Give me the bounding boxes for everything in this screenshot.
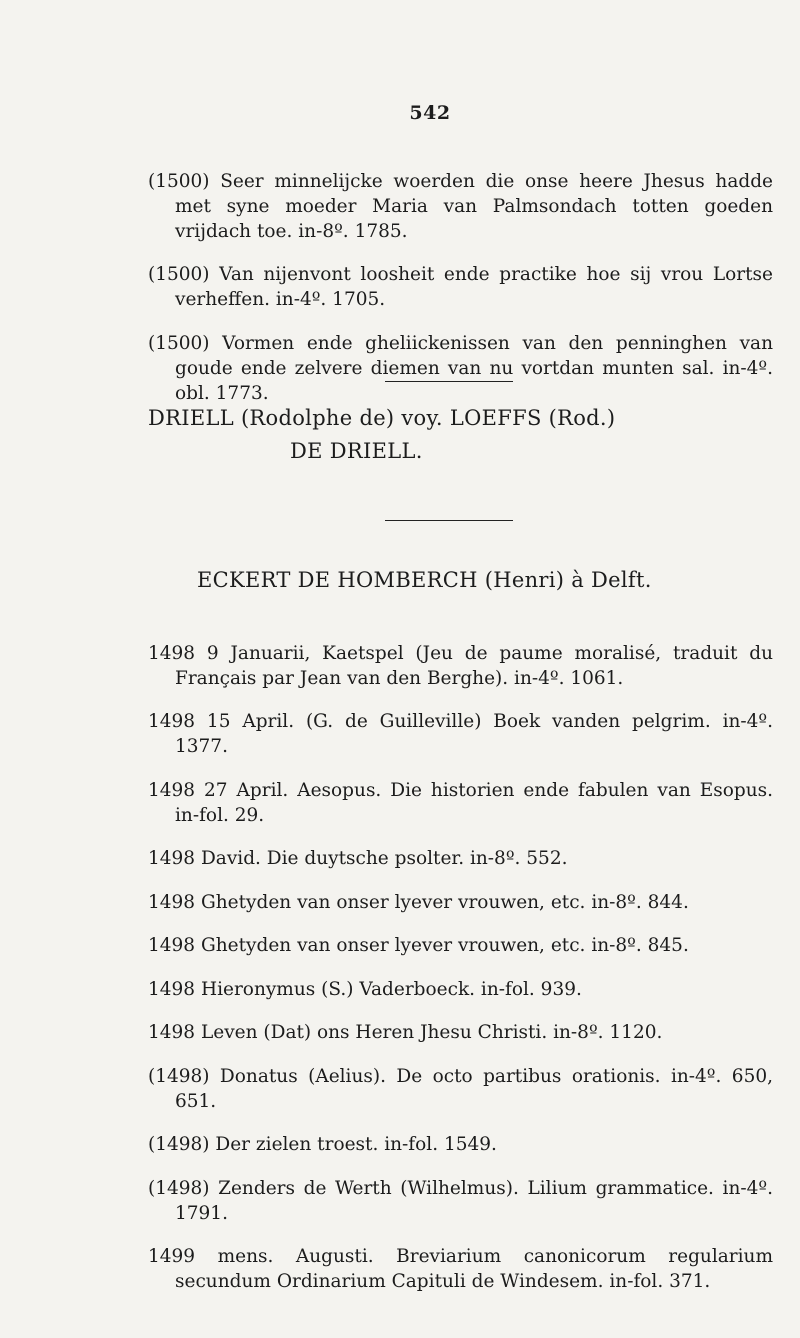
catalog-entry: 1498 27 April. Aesopus. Die historien ende fabulen van Esopus. in-fol. 29.: [148, 779, 773, 826]
catalog-entry: (1498) Zenders de Werth (Wilhelmus). Lilium grammatice. in-4º. 1791.: [148, 1177, 773, 1224]
printer-heading-driell-continued: DE DRIELL.: [290, 439, 423, 463]
catalog-entry: 1498 Ghetyden van onser lyever vrouwen, etc. in-8º. 844.: [148, 891, 689, 913]
printer-heading-eckert: ECKERT DE HOMBERCH (Henri) à Delft.: [197, 568, 652, 592]
catalog-entry: 1499 mens. Augusti. Breviarium canonicorum regularium secundum Ordinarium Capituli de Windesem. in-fol. 371.: [148, 1246, 773, 1292]
catalog-entry: 1498 Leven (Dat) ons Heren Jhesu Christi. in-8º. 1120.: [148, 1022, 663, 1043]
section-divider: [385, 381, 513, 382]
entries-1500: [148, 150, 773, 418]
catalog-entry: 1498 Ghetyden van onser lyever vrouwen, etc. in-8º. 845.: [148, 935, 689, 956]
printer-heading-driell: DRIELL (Rodolphe de) voy. LOEFFS (Rod.): [148, 406, 616, 430]
catalog-entry: 1498 15 April. (G. de Guilleville) Boek vanden pelgrim. in-4º. 1377.: [148, 711, 773, 757]
entries-eckert: [148, 622, 773, 1308]
section-divider: [385, 520, 513, 521]
catalog-entry: (1500) Seer minnelijcke woerden die onse heere Jhesus hadde met syne moeder Maria van Palmsondach totten goeden vrijdach toe. in-8º. 1785.: [148, 170, 773, 242]
page-number: 542: [409, 102, 451, 124]
catalog-entry: 1498 David. Die duytsche psolter. in-8º. 552.: [148, 848, 568, 869]
catalog-entry: (1500) Van nijenvont loosheit ende practike hoe sij vrou Lortse verheffen. in-4º. 1705.: [148, 264, 773, 310]
catalog-entry: (1498) Donatus (Aelius). De octo partibus orationis. in-4º. 650, 651.: [148, 1065, 773, 1112]
catalog-entry: (1498) Der zielen troest. in-fol. 1549.: [148, 1134, 497, 1155]
catalog-entry: 1498 9 Januarii, Kaetspel (Jeu de paume moralisé, traduit du Français par Jean van den Berghe). in-4º. 1061.: [148, 642, 773, 689]
catalog-entry: (1500) Vormen ende gheliickenissen van den penninghen van goude ende zelvere diemen van nu vortdan munten sal. in-4º. obl. 1773.: [148, 332, 773, 404]
catalog-entry: 1498 Hieronymus (S.) Vaderboeck. in-fol. 939.: [148, 978, 582, 1000]
